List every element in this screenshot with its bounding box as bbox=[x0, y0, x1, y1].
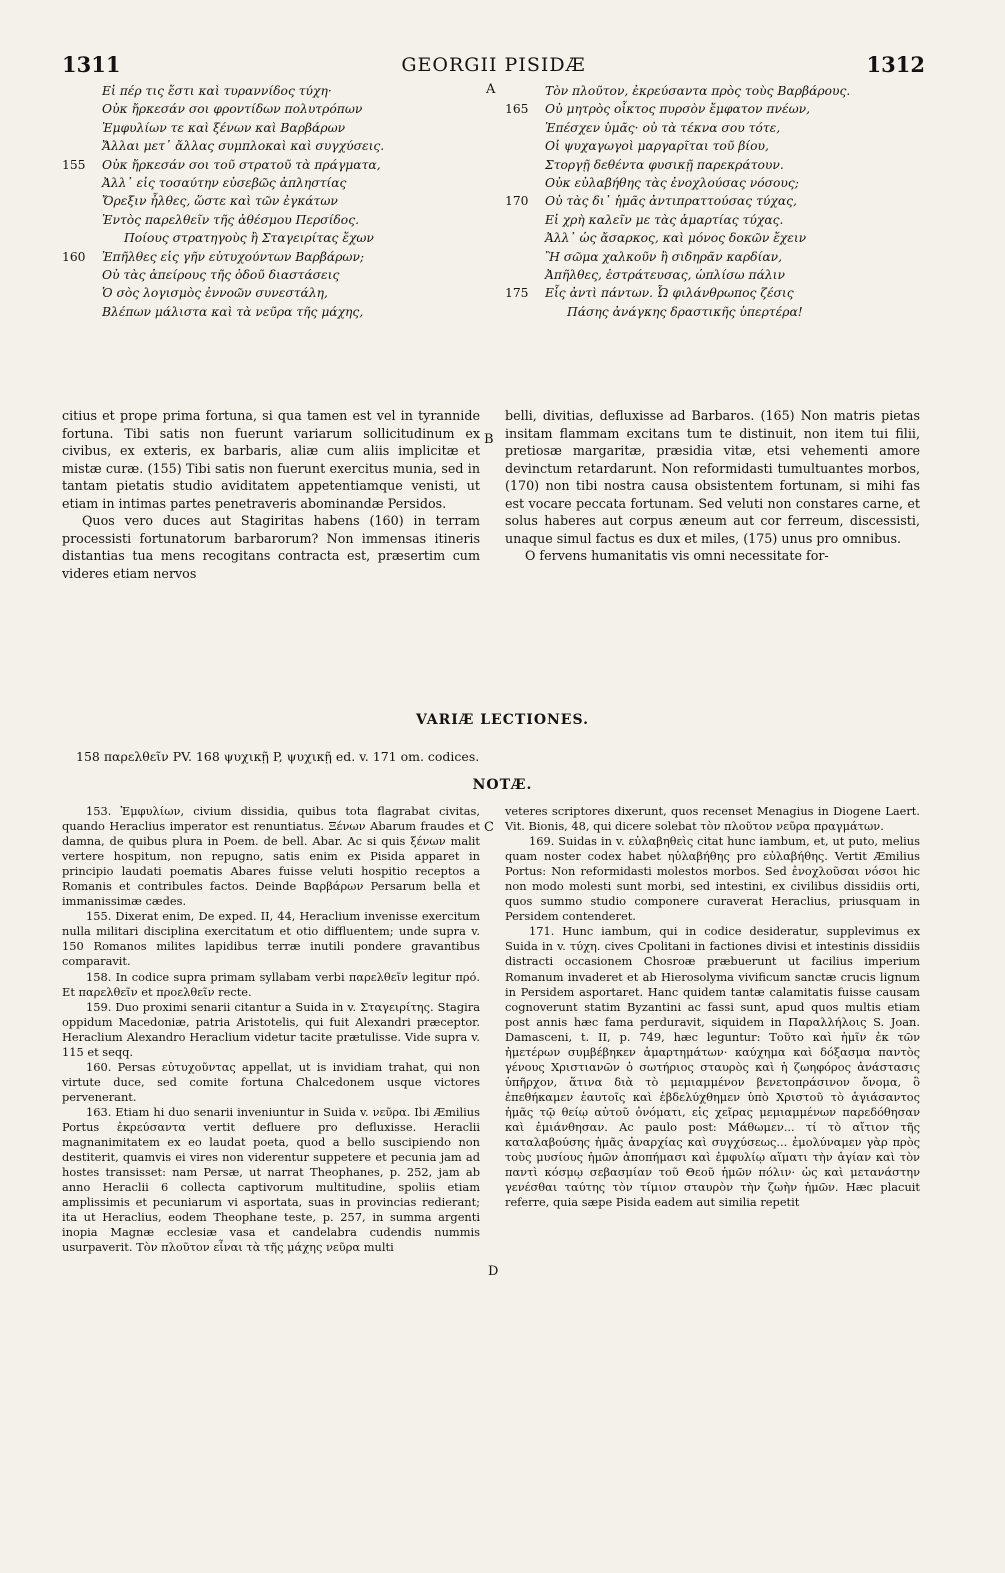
margin-marker-d: D bbox=[488, 1264, 499, 1279]
verse-line: 165 Οὐ μητρὸς οἶκτος πυρσὸν ἔμφατον πνέων, bbox=[505, 100, 920, 118]
verse-line: Εἰ πέρ τις ἔστι καὶ τυραννίδος τύχη· bbox=[102, 84, 332, 98]
verse-line: Ἐντὸς παρελθεῖν τῆς ἀθέσμου Περσίδος. bbox=[102, 212, 359, 227]
verse-line: Οἱ ψυχαγωγοὶ μαργαρῖται τοῦ βίου, bbox=[545, 139, 769, 154]
latin-translation-right bbox=[505, 407, 920, 565]
verse-line: 175 Εἷς ἀντὶ πάντων. Ὦ φιλάνθρωπος ζέσις bbox=[505, 284, 920, 302]
page-number-left: 1311 bbox=[62, 52, 121, 77]
line-number: 175 bbox=[505, 286, 529, 301]
verse-line: Ἀλλ᾽ εἰς τοσαύτην εὐσεβῶς ἀπληστίας bbox=[102, 176, 347, 191]
variae-lectiones-heading: VARIÆ LECTIONES. bbox=[416, 712, 589, 728]
note-paragraph: 158. In codice supra primam syllabam verbi παρελθεῖν legitur πρό. Et παρελθεῖν et προελθεῖν recte. bbox=[62, 969, 480, 999]
verse-line: Οὐκ εὐλαβήθης τὰς ἐνοχλούσας νόσους; bbox=[545, 176, 799, 191]
latin-paragraph: Quos vero duces aut Stagiritas habens (160) in terram processisti fortunatorum barbarorum? Non immensas itineris distantias tua mens recogitans contracta est, præsertim cum videres etiam nervos bbox=[62, 513, 480, 581]
verse-line: Τὸν πλοῦτον, ἐκρεύσαντα πρὸς τοὺς Βαρβάρους. bbox=[545, 84, 851, 98]
note-paragraph: 159. Duo proximi senarii citantur a Suida in v. Σταγειρίτης. Stagira oppidum Macedoniæ, patria Aristotelis, qui fuit Alexandri præceptor. Heraclium Alexandro Heraclium videtur tacite prætulisse. Vide supra v. 115 et seqq. bbox=[62, 999, 480, 1059]
latin-paragraph: O fervens humanitatis vis omni necessitate for- bbox=[525, 548, 829, 563]
verse-line: Ποίους στρατηγοὺς ἢ Σταγειρίτας ἔχων bbox=[124, 231, 374, 246]
note-paragraph: 153. Ἐμφυλίων, civium dissidia, quibus tota flagrabat civitas, quando Heraclius imperator est renuntiatus. Ξένων Abarum fraudes et damna, de quibus plura in Poem. de bell. Abar. Ac si quis ξένων malit vertere hospitum, non repugno, satis enim ex Pisida apparet in principio laudati poematis Abares fuisse veluti hospitio receptos a Romanis et contribules factos. Deinde Βαρβάρων Persarum bella et immanissimæ cædes. bbox=[62, 804, 480, 909]
verse-line: Ὄρεξιν ἦλθες, ὥστε καὶ τῶν ἐγκάτων bbox=[102, 194, 338, 209]
note-paragraph: 155. Dixerat enim, De exped. II, 44, Heraclium invenisse exercitum nulla militari disciplina exercitatum et otio diffluentem; unde supra v. 150 Romanos milites lapidibus terræ inutili pondere gravantibus comparavit. bbox=[62, 909, 480, 969]
verse-line: Οὐκ ἤρκεσάν σοι φροντίδων πολυτρόπων bbox=[102, 102, 363, 117]
verse-line: 155 Οὐκ ἤρκεσάν σοι τοῦ στρατοῦ τὰ πράγματα, bbox=[62, 156, 477, 174]
verse-line: Οὐ τὰς ἀπείρους τῆς ὁδοῦ διαστάσεις bbox=[102, 268, 340, 283]
page-header bbox=[62, 52, 925, 78]
note-paragraph: 171. Hunc iambum, qui in codice desideratur, supplevimus ex Suida in v. τύχη. cives Cpolitani in factiones divisi et intestinis dissidiis distracti occasionem Chosroæ præbuerunt ut facilius imperium Romanum invaderet et ab Hierosolyma vivificum sanctæ crucis lignum in Persidem asportaret. Hanc quidem tantæ calamitatis fuisse causam cognoverunt statim Byzantini ac fassi sunt, apud quos multis etiam post annis hæc fama perduravit, siquidem in Παραλλήλοις S. Joan. Damasceni, t. II, p. 749, hæc leguntur: Τοῦτο καὶ ἡμῖν ἐκ τῶν ἡμετέρων συμβέβηκεν ἁμαρτημάτων· καύχημα καὶ δόξασμα παντὸς γένους Χριστιανῶν ὁ σωτήριος σταυρὸς καὶ ἡ ζωηφόρος ἀνάστασις ὑπῆρχον, ἅτινα διὰ τὸ μεμιαμμένον βενετοπράσινον ὄνομα, ὃ ἐπεθήκαμεν ἑαυτοῖς καὶ ἐβδελύχθημεν ὑπὸ Χριστοῦ τὸ ἁγιάσαντος ἡμᾶς τῷ θείῳ αὐτοῦ ὀνόματι, εἰς χεῖρας μεμιαμμένων παρεδόθησαν καὶ ἐμιάνθησαν. Ac paulo post: Μάθωμεν... τί τὸ αἴτιον τῆς καταλαβούσης ἡμᾶς ἀναρχίας καὶ συγχύσεως... ἐμολύναμεν γὰρ πρὸς τοὺς μυσίους ἡμῶν ἀποπήμασι καὶ ἐμφυλίῳ αἵματι τὴν ἁγίαν καὶ τὸν παντὶ κόσμῳ σεβασμίαν τοῦ Θεοῦ ἡμῶν πόλιν· ὡς καὶ μετανάστην γενέσθαι ταύτης τὸν τίμιον σταυρὸν τὴν ζωὴν ἡμῶν. Hæc placuit referre, quia sæpe Pisida eadem aut similia repetit bbox=[505, 924, 920, 1210]
verse-line: Ἢ σῶμα χαλκοῦν ἢ σιδηρᾶν καρδίαν, bbox=[545, 249, 783, 264]
verse-line: Ἄλλαι μετ᾽ ἄλλας συμπλοκαὶ καὶ συγχύσεις. bbox=[102, 139, 385, 154]
page-number-right: 1312 bbox=[866, 52, 925, 77]
line-number: 160 bbox=[62, 249, 86, 264]
latin-translation-left bbox=[62, 407, 480, 582]
verse-line: Ἀπῆλθες, ἐστράτευσας, ὡπλίσω πάλιν bbox=[545, 268, 785, 283]
verse-line: Ἐπέσχεν ὑμᾶς· οὐ τὰ τέκνα σου τότε, bbox=[545, 120, 781, 135]
verse-line: Στοργῇ δεθέντα φυσικῇ παρεκράτουν. bbox=[545, 157, 784, 172]
note-paragraph: veteres scriptores dixerunt, quos recenset Menagius in Diogene Laert. Vit. Bionis, 48, qui dicere solebat τὸν πλοῦτον νεῦρα πραγμάτων. bbox=[505, 804, 920, 834]
note-paragraph: 163. Etiam hi duo senarii inveniuntur in Suida v. νεῦρα. Ibi Æmilius Portus ἐκρεύσαντα vertit defluere pro defluxisse. Heraclii magnanimitatem ex eo laudat poeta, quod a bello suscipiendo non destiterit, quamvis ei vires non viderentur suppetere et pecunia jam ad hostes transisset: nam Persæ, ut narrat Theophanes, p. 252, jam ab anno Heraclii 6 collecta captivorum multitudine, spoliis etiam amplissimis et pecuniarum vi asportata, suas in provincias redierant; ita ut Heraclius, eodem Theophane teste, p. 257, in summa argenti inopia Magnæ ecclesiæ vasa et candelabra cudendis nummis usurpaverit. Τὸν πλοῦτον εἶναι τὰ τῆς μάχης νεῦρα multi bbox=[62, 1104, 480, 1255]
verse-line: Ὁ σὸς λογισμὸς ἐννοῶν συνεστάλη, bbox=[102, 286, 328, 301]
margin-marker-b: B bbox=[484, 432, 494, 447]
notes-column-left bbox=[62, 804, 480, 1255]
note-paragraph: 169. Suidas in v. εὐλαβηθεὶς citat hunc iambum, et, ut puto, melius quam noster codex habet ηὐλαβήθης pro εὐλαβήθης. Vertit Æmilius Portus: Non reformidasti molestos morbos. Sed ἐνοχλοῦσαι νόσοι hic non modo molesti sunt morbi, sed intestini, ex civilibus dissidiis orti, quos summo studio componere curaverat Heraclius, priusquam in Persidem contenderet. bbox=[505, 834, 920, 924]
verse-line: Πάσης ἀνάγκης δραστικῆς ὑπερτέρα! bbox=[567, 304, 803, 319]
variae-lectiones-text: 158 παρελθεῖν PV. 168 ψυχικῇ P, ψυχικῇ ed. v. 171 om. codices. bbox=[76, 749, 480, 764]
line-number: 165 bbox=[505, 102, 529, 117]
notae-heading: NOTÆ. bbox=[472, 777, 533, 793]
greek-verse-right bbox=[505, 82, 920, 321]
notes-column-right bbox=[505, 804, 920, 1210]
verse-line: Βλέπων μάλιστα καὶ τὰ νεῦρα τῆς μάχης, bbox=[102, 304, 364, 319]
verse-line: 170 Οὐ τὰς δι᾽ ἡμᾶς ἀντιπραττούσας τύχας, bbox=[505, 192, 920, 210]
line-number: 155 bbox=[62, 157, 86, 172]
greek-verse-left bbox=[62, 82, 477, 321]
verse-line: Ἀλλ᾽ ὡς ἄσαρκος, καὶ μόνος δοκῶν ἔχειν bbox=[545, 231, 807, 246]
latin-paragraph: belli, divitias, defluxisse ad Barbaros. (165) Non matris pietas insitam flammam excitans tum te distinuit, non item tui filii, pretiosæ margaritæ, præsidia vitæ, etsi vehementi amore devinctum retardarunt. Non reformidasti tumultuantes morbos, (170) non tibi nostra causa obsistentem fortunam, si mihi fas est vocare peccata fortunam. Sed veluti non constares carne, et solus haberes aut corpus æneum aut cor ferreum, discessisti, unaque simul factus es dux et miles, (175) unus pro omnibus. bbox=[505, 408, 920, 546]
verse-line: Ἐμφυλίων τε καὶ ξένων καὶ Βαρβάρων bbox=[102, 120, 346, 135]
margin-marker-c: C bbox=[484, 820, 494, 835]
verse-line: 160 Ἐπῆλθες εἰς γῆν εὐτυχούντων Βαρβάρων; bbox=[62, 248, 477, 266]
note-paragraph: 160. Persas εὐτυχοῦντας appellat, ut is invidiam trahat, qui non virtute duce, sed comite fortuna Chalcedonem usque victores pervenerant. bbox=[62, 1059, 480, 1104]
verse-line: Εἰ χρὴ καλεῖν με τὰς ἁμαρτίας τύχας. bbox=[545, 212, 784, 227]
latin-paragraph: citius et prope prima fortuna, si qua tamen est vel in tyrannide fortuna. Tibi satis non fuerunt variarum sollicitudinum ex civibus, ex exteris, ex barbaris, aliæ cum aliis implicitæ et mistæ curæ. (155) Tibi satis non fuerunt exercitus munia, sed in tantam pietatis studio aviditatem appetentiamque venisti, ut etiam in intimas partes penetraveris abominandæ Persidos. bbox=[62, 408, 480, 511]
running-title: GEORGII PISIDÆ bbox=[401, 54, 586, 76]
line-number: 170 bbox=[505, 194, 529, 209]
margin-marker-a: A bbox=[486, 82, 496, 97]
